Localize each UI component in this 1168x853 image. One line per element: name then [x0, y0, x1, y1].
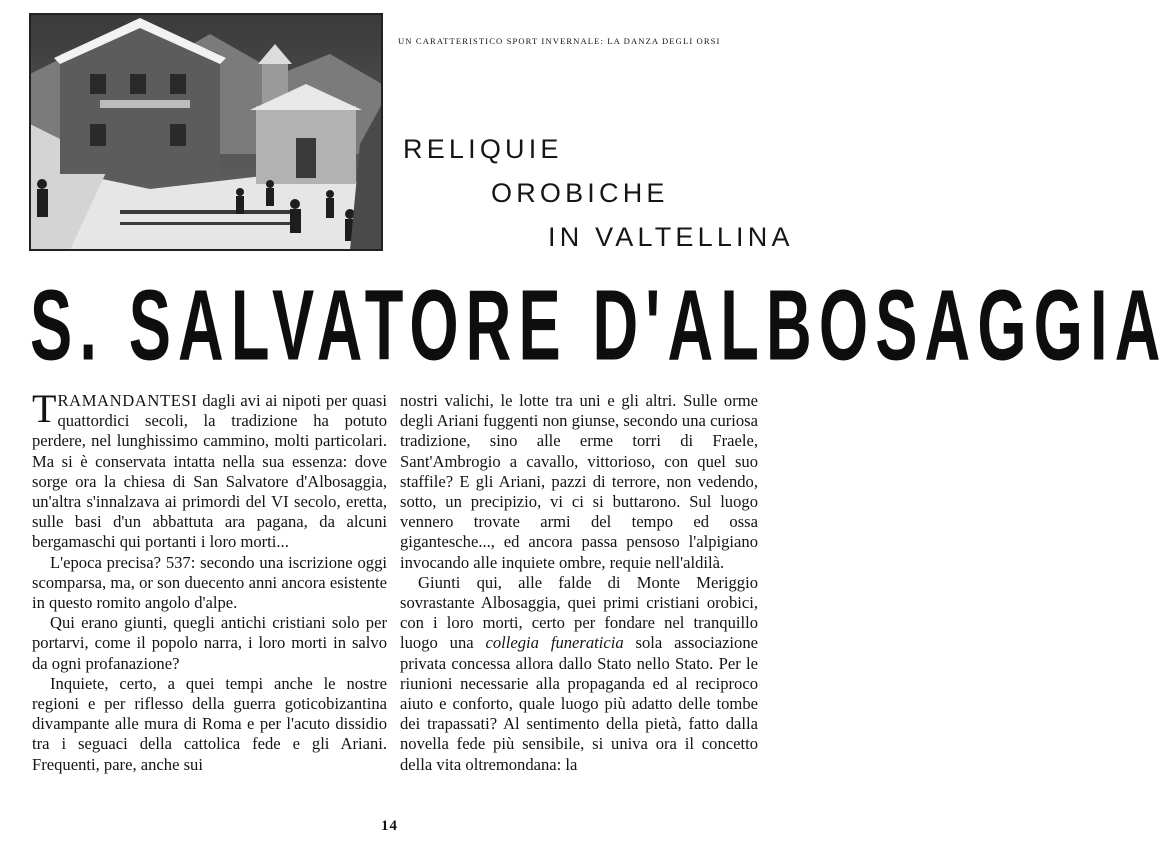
paragraph-1	[32, 386, 387, 553]
paragraph-6-text-a: Giunti qui, alle falde di Monte Meriggio sovrastante Albosaggia, quei primi cristiani orobici, con i loro morti, certo per fondare nel tranquillo luogo una	[400, 572, 758, 653]
paragraph-6	[400, 573, 758, 775]
engraving-image	[30, 14, 382, 250]
subtitle-line-1: RELIQUIE	[403, 134, 563, 164]
subtitle-line-2: OROBICHE	[491, 178, 669, 208]
paragraph-2: L'epoca precisa? 537: secondo una iscrizione oggi scomparsa, ma, or son duecento anni ancora esistente in questo romito angolo d'alpe.	[32, 552, 387, 613]
paragraph-1-text: dagli avi ai nipoti per quasi quattordici secoli, la tradizione ha potuto perdere, nel lunghissimo cammino, molti particolari. Ma si è conservata intatta nella sua essenza: dove sorge ora la chiesa di San Salvatore d'Albosaggia, un'altra s'innalzava ai primordi del VI secolo, eretta, sulle basi d'un abbattuta ara pagana, da alcuni bergamaschi qui portanti i loro morti...	[32, 391, 387, 552]
paragraph-3: Qui erano giunti, quegli antichi cristiani solo per portarvi, come il popolo narra, i loro morti in salvo da ogni profanazione?	[32, 613, 387, 673]
running-head: UN CARATTERISTICO SPORT INVERNALE: LA DANZA DEGLI ORSI	[398, 36, 721, 46]
text-column-right	[400, 391, 758, 775]
page-number: 14	[381, 818, 398, 834]
article-title: S. SALVATORE D'ALBOSAGGIA	[30, 270, 1168, 383]
paragraph-6-text-b: sola associazione privata concessa allora dallo Stato nello Stato. Per le riunioni necessarie alla propaganda ed al reciproco aiuto e conforto, quale luogo più adatto delle tombe dei trapassati? Al sentimento della pietà, fatto dalla novella fede più sensibile, si univa ora il concetto della vita oltremondana: la	[400, 633, 759, 774]
lead-in: RAMANDANTESI	[57, 391, 198, 410]
drop-cap: T	[32, 386, 57, 431]
paragraph-4: Inquiete, certo, a quei tempi anche le nostre regioni e per riflesso della guerra goticobizantina divampante alle mura di Roma e per l'acuto dissidio tra i seguaci della cattolica fede e gli Ariani. Frequenti, pare, anche sui	[32, 673, 387, 774]
latin-term: collegia funeraticia	[485, 633, 624, 653]
text-column-left	[32, 386, 387, 775]
paragraph-5: nostri valichi, le lotte tra uni e gli altri. Sulle orme degli Ariani fuggenti non giunse, secondo una curiosa tradizione, sino alle erme torri di Fraele, Sant'Ambrogio a cavallo, vittorioso, con quel suo staffile? E gli Ariani, pazzi di terrore, non vedendo, sotto, un precipizio, vi ci si buttarono. Sul luogo vennero trovate armi del tempo ed ossa gigantesche..., ed ancora passa pensoso l'alpigiano invocando alle inquiete ombre, requie nell'aldilà.	[400, 391, 758, 572]
subtitle-line-3: IN VALTELLINA	[548, 222, 794, 252]
winter-village-illustration	[30, 14, 382, 250]
